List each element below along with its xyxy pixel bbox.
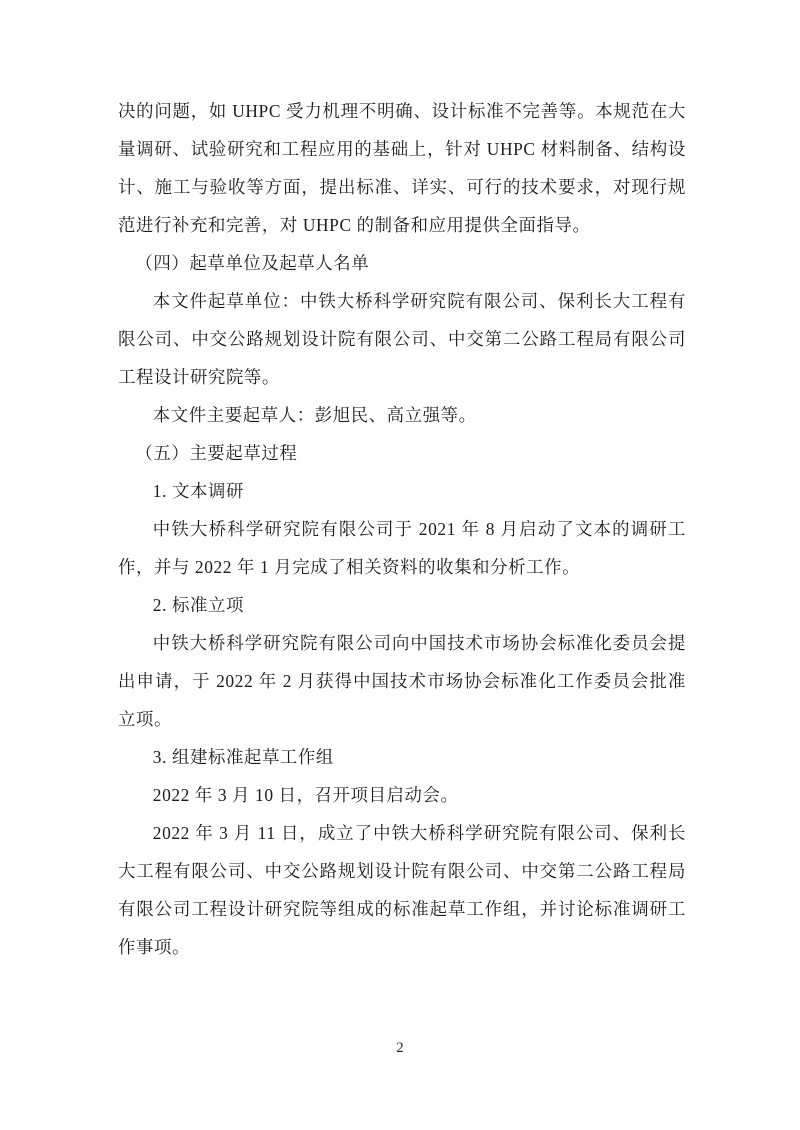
page-number: 2 (396, 1040, 404, 1056)
paragraph-2: （四）起草单位及起草人名单 (135, 253, 370, 273)
paragraph-8: 2. 标准立项 (152, 595, 244, 615)
paragraph-7: 中铁大桥科学研究院有限公司于 2021 年 8 月启动了文本的调研工作，并与 2022 年 1 月完成了相关资料的收集和分析工作。 (118, 519, 686, 577)
paragraph-9: 中铁大桥科学研究院有限公司向中国技术市场协会标准化委员会提出申请，于 2022 年 2 月获得中国技术市场协会标准化工作委员会批准立项。 (118, 633, 686, 729)
paragraph-10: 3. 组建标准起草工作组 (152, 747, 334, 767)
paragraph-5: （五）主要起草过程 (135, 443, 298, 463)
document-body (118, 92, 686, 966)
paragraph-3: 本文件起草单位：中铁大桥科学研究院有限公司、保利长大工程有限公司、中交公路规划设计院有限公司、中交第二公路工程局有限公司工程设计研究院等。 (118, 291, 686, 387)
paragraph-12: 2022 年 3 月 11 日，成立了中铁大桥科学研究院有限公司、保利长大工程有限公司、中交公路规划设计院有限公司、中交第二公路工程局有限公司工程设计研究院等组成的标准起草工作组，并讨论标准调研工作事项。 (118, 823, 686, 957)
paragraph-6: 1. 文本调研 (152, 481, 244, 501)
paragraph-4: 本文件主要起草人：彭旭民、高立强等。 (152, 405, 477, 425)
paragraph-1: 决的问题，如 UHPC 受力机理不明确、设计标准不完善等。本规范在大量调研、试验研究和工程应用的基础上，针对 UHPC 材料制备、结构设计、施工与验收等方面，提出标准、详实、可行的技术要求，对现行规范进行补充和完善，对 UHPC 的制备和应用提供全面指导。 (118, 101, 686, 235)
paragraph-11: 2022 年 3 月 10 日，召开项目启动会。 (152, 785, 459, 805)
